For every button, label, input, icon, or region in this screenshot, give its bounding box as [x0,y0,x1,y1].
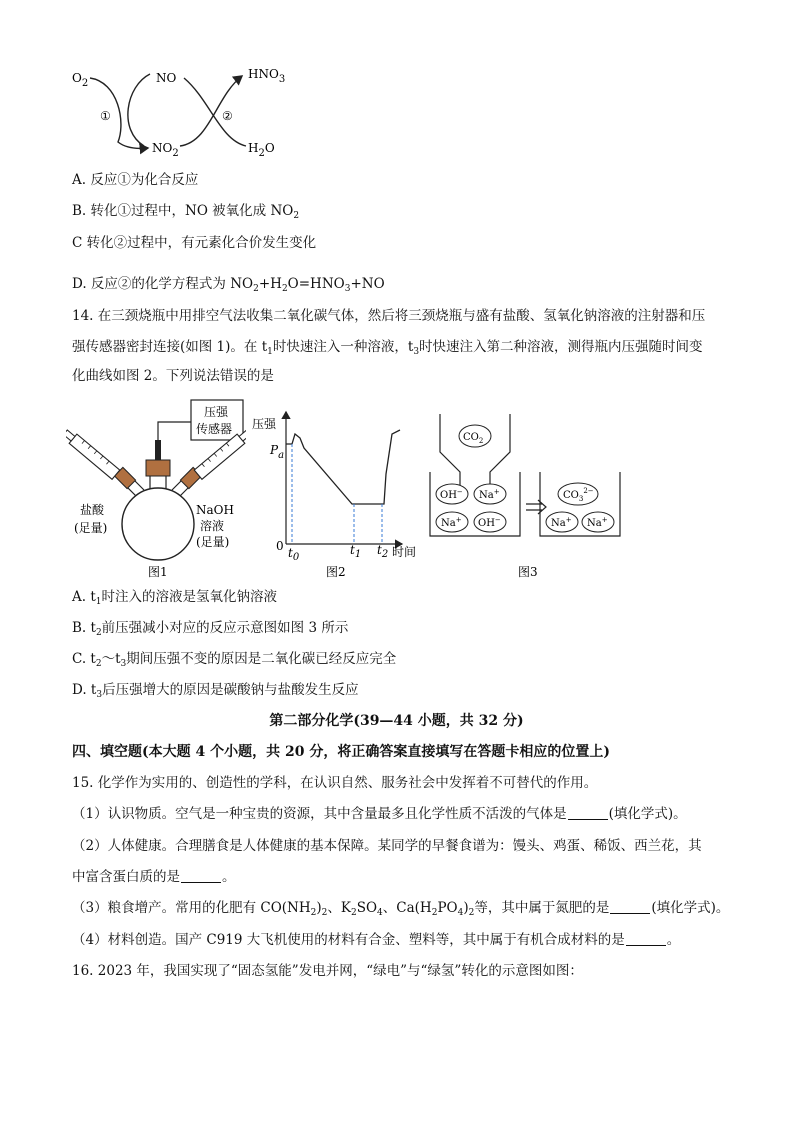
transform-arrow [526,500,546,514]
t1-label: $t_1$ [350,543,362,560]
figure3-reaction-schematic [426,412,626,581]
q13-option-a: A. 反应①为化合反应 [72,172,199,188]
q14-option-b: B. $t_2$前压强减小对应的反应示意图如图 3 所示 [72,620,349,638]
y-axis-label: 压强 [252,417,277,431]
naoh-label-1: NaOH [196,503,234,517]
q15-part2-line1: （2）人体健康。合理膳食是人体健康的基本保障。某同学的早餐食谱为：馒头、鸡蛋、稀饭、西兰花，其 [72,838,702,854]
q13-option-c: C 转化②过程中，有元素化合价发生变化 [72,235,317,251]
q14-option-d: D. $t_3$后压强增大的原因是碳酸钠与盐酸发生反应 [72,682,359,700]
q15-part4: （4）材料创造。国产 C919 大飞机使用的材料有合金、塑料等，其中属于有机合成材料的是 。 [72,932,681,948]
x-axis-label: 时间 [392,545,417,559]
q14-stem-line3: 化曲线如图 2。下列说法错误的是 [72,368,274,384]
q15-stem: 15. 化学作为实用的、创造性的学科，在认识自然、服务社会中发挥着不可替代的作用。 [72,775,598,791]
hcl-label-2: (足量) [74,521,108,535]
center-stopper [146,460,170,476]
q15-part3: （3）粮食增产。常用的化肥有 $CO(NH_2)_2$、$K_2SO_4$、$Ca(H_2PO_4)_2$等，其中属于氮肥的是 (填化学式)。 [72,900,730,918]
figure3-caption: 图3 [518,565,538,579]
sensor-probe [155,440,161,460]
no-label: NO [156,71,177,85]
oh-label-2: OH− [478,516,501,529]
figure2-caption: 图2 [326,565,346,579]
left-syringe [66,428,120,480]
figure1-apparatus [66,396,246,581]
q13-option-d: D. 反应②的化学方程式为 $NO_2+H_2O=HNO_3+NO$ [72,276,385,294]
part2-title: 第二部分化学(39—44 小题，共 32 分) [269,713,524,729]
na-label-3: Na+ [551,516,572,529]
figure2-pressure-chart [252,404,422,581]
flask-body [122,488,194,560]
origin-label: 0 [276,539,284,553]
o2-label: $O_2$ [72,71,89,89]
q16-stem: 16. 2023 年，我国实现了“固态氢能”发电并网，“绿电”与“绿氢”转化的示意图如图： [72,963,583,979]
sensor-wire [158,422,191,442]
h2o-label: $H_2O$ [248,141,275,159]
na-label-1: Na+ [479,488,500,501]
q14-option-c: C. $t_2\sim t_3$期间压强不变的原因是二氧化碳已经反应完全 [72,651,397,669]
answer-blank[interactable] [610,901,650,914]
step2-label: ② [222,109,233,123]
q14-stem-line2: 强传感器密封连接(如图 1)。在 $t_1$时快速注入一种溶液，$t_3$时快速注入第二种溶液，测得瓶内压强随时间变 [72,339,703,357]
answer-blank[interactable] [626,933,666,946]
na-label-2: Na+ [441,516,462,529]
na-label-4: Na+ [587,516,608,529]
t2-label: $t_2$ [377,543,389,560]
co2-label: $CO_2$ [463,432,484,445]
hno3-label: $HNO_3$ [248,67,286,85]
q15-part1: （1）认识物质。空气是一种宝贵的资源，其中含量最多且化学性质不活泼的气体是 (填化学式)。 [72,806,687,822]
sensor-label-1: 压强 [204,405,229,419]
nitrogen-cycle-diagram [60,60,300,164]
figure1-caption: 图1 [148,565,168,579]
q14-option-a: A. $t_1$时注入的溶液是氢氧化钠溶液 [72,589,277,607]
q13-option-b: B. 转化①过程中，NO 被氧化成 $NO_2$ [72,203,300,221]
naoh-label-3: (足量) [196,535,230,549]
pressure-curve [286,430,400,504]
answer-blank[interactable] [568,807,608,820]
hcl-label-1: 盐酸 [80,503,105,517]
arrow-no-branch [128,74,150,146]
co3-label: $CO_3^{2-}$ [563,487,594,503]
q15-part2-line2: 中富含蛋白质的是 。 [72,869,236,885]
step1-label: ① [100,109,111,123]
naoh-label-2: 溶液 [200,519,225,533]
q14-stem-line1: 14. 在三颈烧瓶中用排空气法收集二氧化碳气体，然后将三颈烧瓶与盛有盐酸、氢氧化钠溶液的注射器和压 [72,308,706,324]
pa-label: $P_a$ [270,443,285,461]
section4-title: 四、填空题(本大题 4 个小题，共 20 分，将正确答案直接填写在答题卡相应的位置上) [72,744,610,760]
no2-label: $NO_2$ [152,141,179,159]
oh-label-1: OH− [440,488,463,501]
sensor-label-2: 传感器 [196,422,233,436]
answer-blank[interactable] [181,870,221,883]
t0-label: $t_0$ [288,546,300,563]
arrow-step1 [90,78,148,148]
